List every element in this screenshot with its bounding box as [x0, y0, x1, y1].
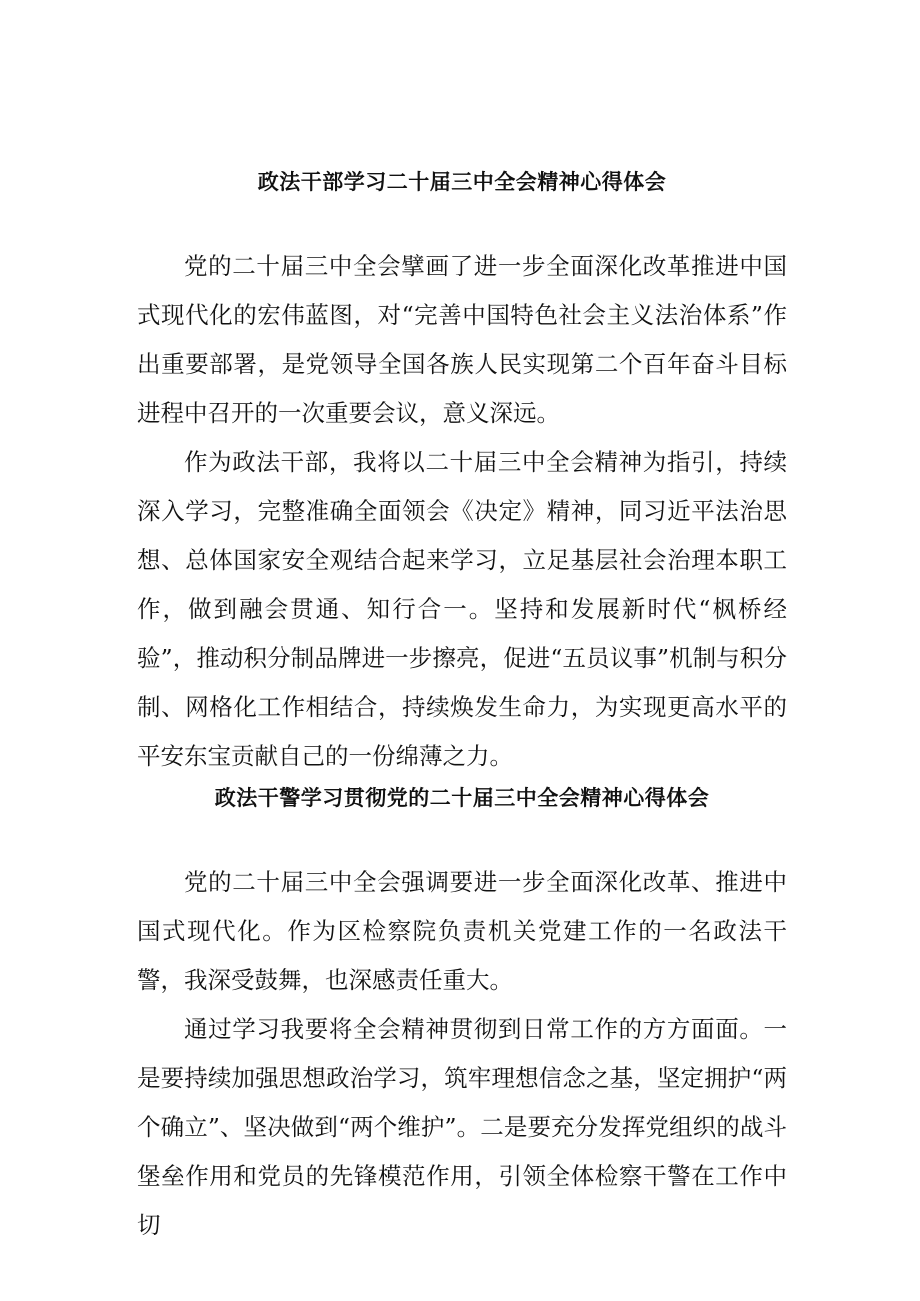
article-2-paragraph-2: 通过学习我要将全会精神贯彻到日常工作的方方面面。一是要持续加强思想政治学习，筑牢理想信念之基，坚定拥护“两个确立”、坚决做到“两个维护”。二是要充分发挥党组织的战斗堡垒作用和党员的先锋模范作用，引领全体检察干警在工作中切: [137, 1015, 787, 1239]
article-1-paragraph-2: 作为政法干部，我将以二十届三中全会精神为指引，持续深入学习，完整准确全面领会《决定》精神，同习近平法治思想、总体国家安全观结合起来学习，立足基层社会治理本职工作，做到融会贯通、知行合一。坚持和发展新时代“枫桥经验”，推动积分制品牌进一步擦亮，促进“五员议事”机制与积分制、网格化工作相结合，持续焕发生命力，为实现更高水平的平安东宝贡献自己的一份绵薄之力。: [137, 448, 787, 770]
article-title-1: 政法干部学习二十届三中全会精神心得体会: [257, 170, 667, 194]
article-section-1: [137, 166, 787, 781]
article-1-paragraph-1: 党的二十届三中全会擘画了进一步全面深化改革推进中国式现代化的宏伟蓝图，对“完善中国特色社会主义法治体系”作出重要部署，是党领导全国各族人民实现第二个百年奋斗目标进程中召开的一次重要会议，意义深远。: [137, 252, 787, 427]
article-title-2: 政法干警学习贯彻党的二十届三中全会精神心得体会: [214, 786, 710, 810]
article-section-2: [137, 782, 787, 1250]
article-2-paragraph-1: 党的二十届三中全会强调要进一步全面深化改革、推进中国式现代化。作为区检察院负责机关党建工作的一名政法干警，我深受鼓舞，也深感责任重大。: [137, 868, 787, 994]
